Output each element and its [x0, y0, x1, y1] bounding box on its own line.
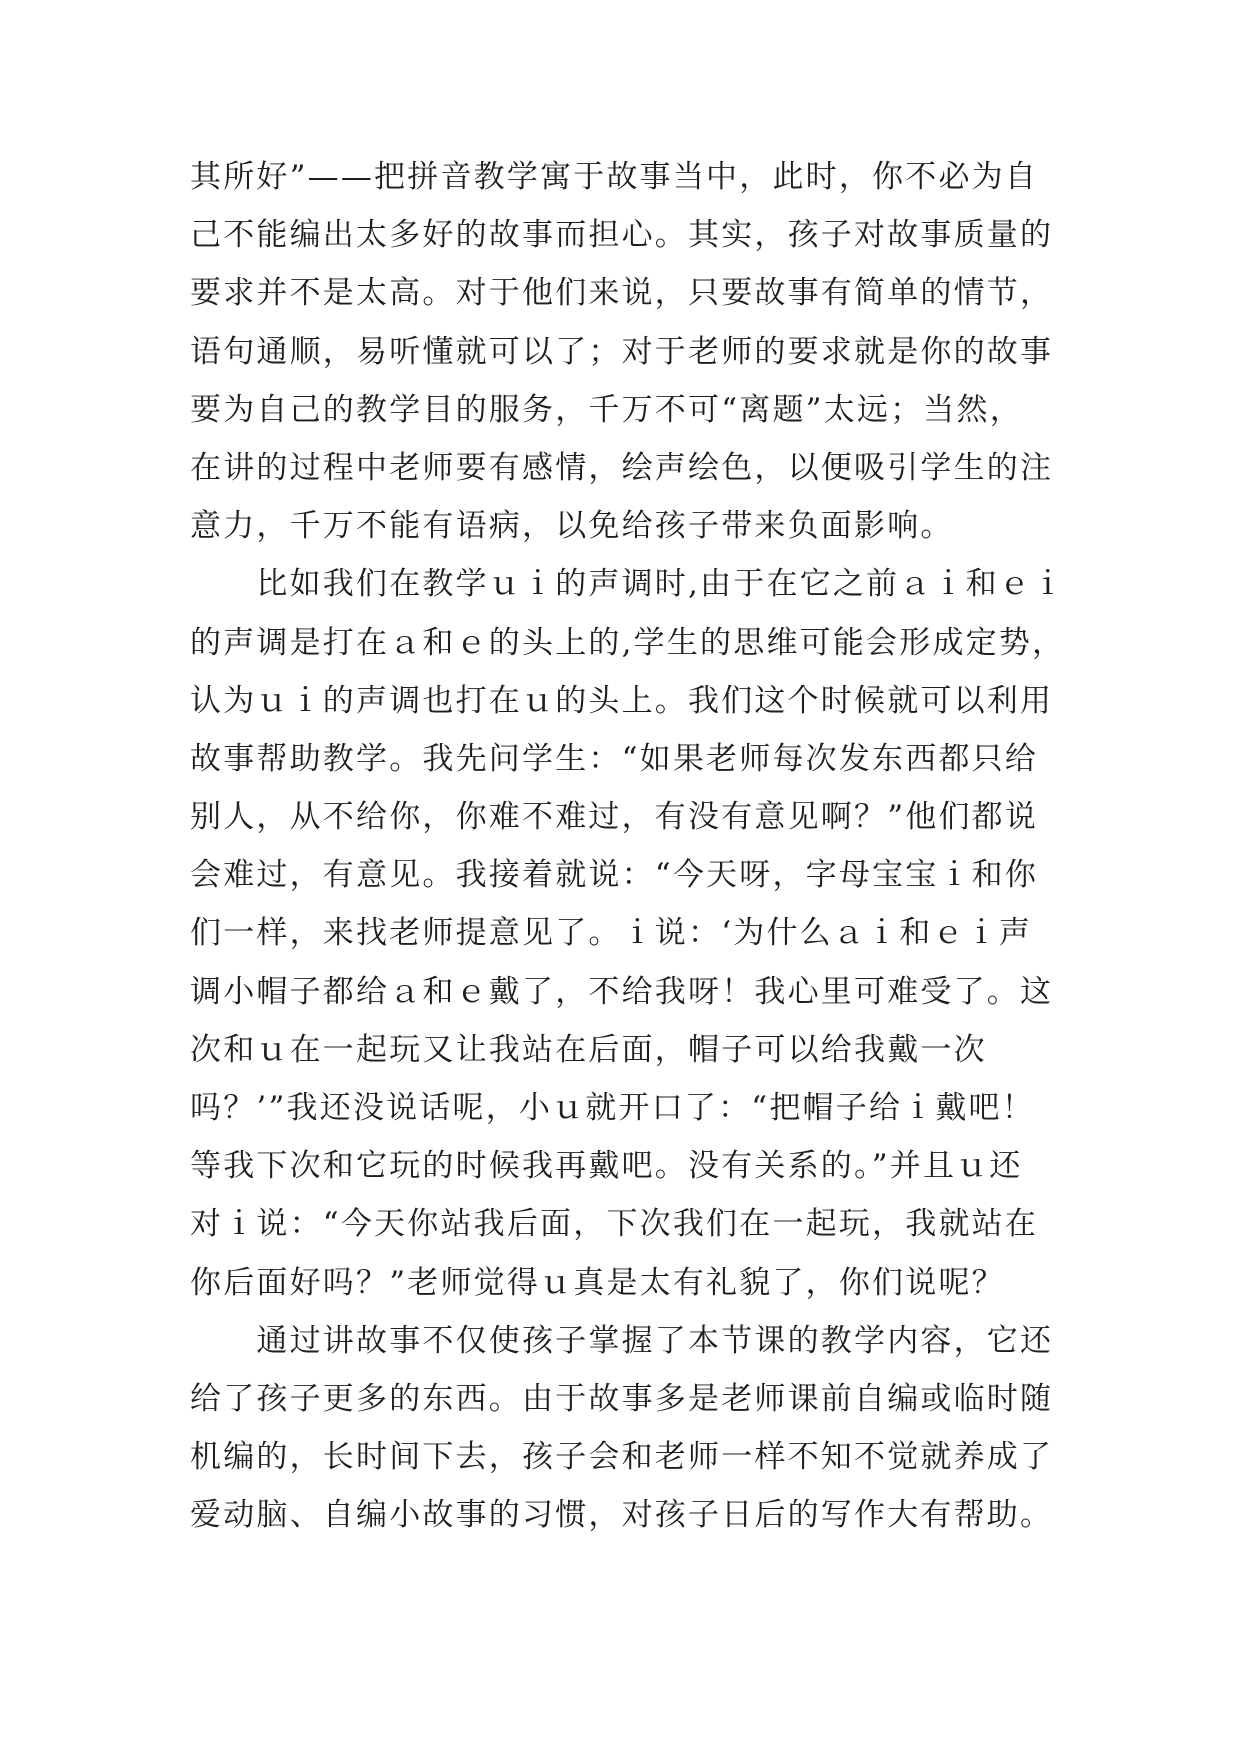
text-line: 意力，千万不能有语病，以免给孩子带来负面影响。 [190, 508, 954, 545]
text-line: 别人，从不给你，你难不难过，有没有意见啊？”他们都说 [190, 799, 1039, 836]
text-line: 的声调是打在ａ和ｅ的头上的,学生的思维可能会形成定势， [190, 624, 1066, 661]
text-line: 会难过，有意见。我接着就说：“今天呀，字母宝宝ｉ和你 [190, 857, 1039, 894]
text-line: 你后面好吗？”老师觉得ｕ真是太有礼貌了，你们说呢？ [190, 1264, 1005, 1301]
text-line: 机编的，长时间下去，孩子会和老师一样不知不觉就养成了 [190, 1439, 1054, 1476]
document-body [190, 148, 1070, 1545]
text-line: 对ｉ说：“今天你站我后面，下次我们在一起玩，我就站在 [190, 1206, 1039, 1243]
text-line: 其所好”——把拼音教学寓于故事当中，此时，你不必为自 [190, 159, 1039, 195]
text-line: 给了孩子更多的东西。由于故事多是老师课前自编或临时随 [190, 1380, 1054, 1417]
paragraph [190, 148, 1070, 555]
text-line: 爱动脑、自编小故事的习惯，对孩子日后的写作大有帮助。 [190, 1497, 1054, 1534]
text-line: 通过讲故事不仅使孩子掌握了本节课的教学内容，它还 [190, 1322, 1054, 1359]
text-line: 等我下次和它玩的时候我再戴吧。没有关系的。”并且ｕ还 [190, 1148, 1023, 1185]
text-line: 吗？’”我还没说话呢，小ｕ就开口了：“把帽子给ｉ戴吧！ [190, 1090, 1035, 1126]
text-line: 要为自己的教学目的服务，千万不可“离题”太远；当然， [190, 391, 1023, 428]
text-line: 在讲的过程中老师要有感情，绘声绘色，以便吸引学生的注 [190, 449, 1054, 486]
text-line: 调小帽子都给ａ和ｅ戴了，不给我呀！我心里可难受了。这 [190, 973, 1054, 1010]
text-line: 己不能编出太多好的故事而担心。其实，孩子对故事质量的 [190, 217, 1054, 254]
text-line: 们一样，来找老师提意见了。ｉ说：‘为什么ａｉ和ｅｉ声 [190, 915, 1033, 952]
text-line: 故事帮助教学。我先问学生：“如果老师每次发东西都只给 [190, 740, 1039, 777]
text-line: 要求并不是太高。对于他们来说，只要故事有简单的情节， [190, 275, 1054, 312]
paragraph [190, 1312, 1070, 1545]
paragraph [190, 555, 1070, 1311]
text-line: 认为ｕｉ的声调也打在ｕ的头上。我们这个时候就可以利用 [190, 682, 1054, 719]
text-line: 比如我们在教学ｕｉ的声调时,由于在它之前ａｉ和ｅｉ [190, 566, 1066, 603]
text-line: 语句通顺，易听懂就可以了；对于老师的要求就是你的故事 [190, 333, 1054, 370]
text-line: 次和ｕ在一起玩又让我站在后面，帽子可以给我戴一次 [190, 1031, 987, 1068]
